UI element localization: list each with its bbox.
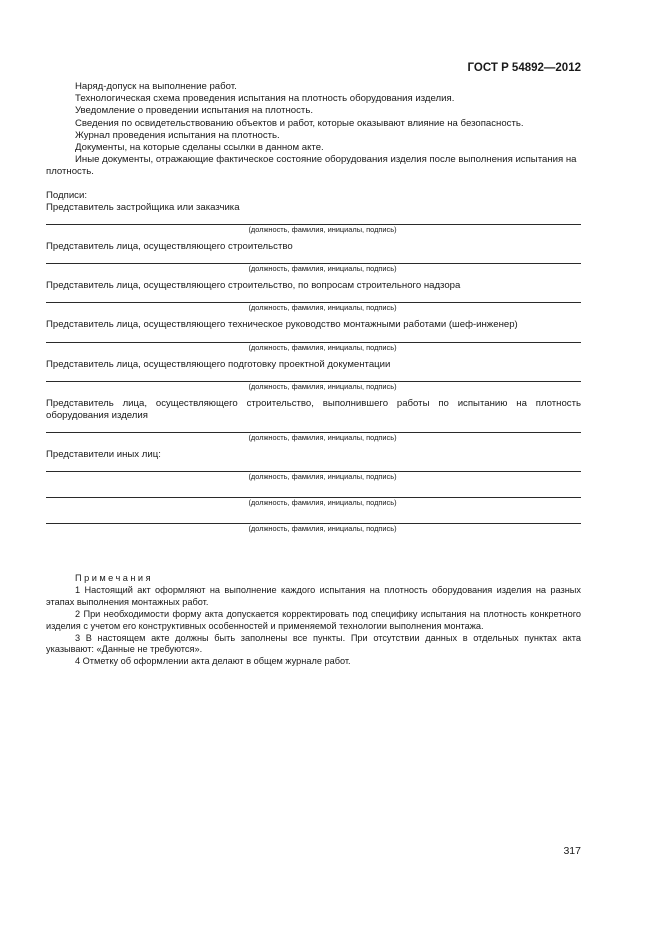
document-list-item: Журнал проведения испытания на плотность. bbox=[75, 129, 280, 141]
signature-caption: (должность, фамилия, инициалы, подпись) bbox=[248, 264, 397, 274]
document-list-item: Наряд-допуск на выполнение работ. bbox=[75, 81, 237, 92]
signature-line bbox=[46, 488, 581, 498]
signature-line bbox=[46, 514, 581, 524]
document-list-item: Технологическая схема проведения испытания на плотность оборудования изделия. bbox=[75, 93, 455, 105]
signature-line bbox=[46, 372, 581, 382]
signature-caption: (должность, фамилия, инициалы, подпись) bbox=[248, 225, 397, 235]
signature-caption: (должность, фамилия, инициалы, подпись) bbox=[248, 303, 397, 313]
note-item: 1 Настоящий акт оформляют на выполнение каждого испытания на плотность оборудования изделия на разных этапах выполнения монтажных работ. bbox=[46, 584, 581, 607]
representative-label: Представитель лица, осуществляющего подготовку проектной документации bbox=[46, 358, 391, 370]
representative-label: Представители иных лиц: bbox=[46, 449, 161, 461]
signature-line bbox=[46, 215, 581, 225]
signature-line bbox=[46, 423, 581, 433]
document-list-item: Уведомление о проведении испытания на плотность. bbox=[75, 105, 313, 117]
signature-line bbox=[46, 462, 581, 472]
page-number: 317 bbox=[563, 845, 581, 857]
act-body bbox=[46, 81, 581, 540]
notes-section bbox=[46, 573, 581, 668]
signature-line bbox=[46, 333, 581, 343]
signature-caption: (должность, фамилия, инициалы, подпись) bbox=[248, 498, 397, 508]
note-item: 3 В настоящем акте должны быть заполнены все пункты. При отсутствии данных в отдельных пунктах акта указывают: «Данные не требуются». bbox=[46, 632, 581, 655]
document-list-item: Сведения по освидетельствованию объектов и работ, которые оказывают влияние на безопасность. bbox=[75, 117, 524, 129]
representative-label: Представитель лица, осуществляющего строительство bbox=[46, 241, 293, 253]
notes-title: Примечания bbox=[75, 573, 154, 583]
signatures-title: Подписи: bbox=[46, 189, 87, 201]
signature-caption: (должность, фамилия, инициалы, подпись) bbox=[248, 342, 397, 352]
representative-label: Представитель лица, осуществляющего техническое руководство монтажными работами (шеф-инженер) bbox=[46, 319, 518, 331]
signature-line bbox=[46, 254, 581, 264]
representative-label: Представитель лица, осуществляющего строительство, выполнившего работы по испытанию на плотность оборудования изделия bbox=[46, 397, 581, 422]
representative-label: Представитель застройщика или заказчика bbox=[46, 201, 240, 213]
note-item: 2 При необходимости форму акта допускается корректировать под специфику испытания на плотность конкретного изделия с учетом его конструктивных особенностей и применяемой технологии выполнения монтажа. bbox=[46, 608, 581, 631]
document-code-header: ГОСТ Р 54892—2012 bbox=[467, 62, 581, 74]
note-item: 4 Отметку об оформлении акта делают в общем журнале работ. bbox=[75, 656, 351, 667]
signature-caption: (должность, фамилия, инициалы, подпись) bbox=[248, 524, 397, 534]
document-list-item: Документы, на которые сделаны ссылки в данном акте. bbox=[75, 142, 324, 154]
document-list-item: Иные документы, отражающие фактическое состояние оборудования изделия после выполнения испытания на плотность. bbox=[46, 154, 577, 178]
signature-line bbox=[46, 293, 581, 303]
signature-caption: (должность, фамилия, инициалы, подпись) bbox=[248, 433, 397, 443]
signature-caption: (должность, фамилия, инициалы, подпись) bbox=[248, 472, 397, 482]
signature-caption: (должность, фамилия, инициалы, подпись) bbox=[248, 381, 397, 391]
representative-label: Представитель лица, осуществляющего строительство, по вопросам строительного надзора bbox=[46, 280, 461, 292]
